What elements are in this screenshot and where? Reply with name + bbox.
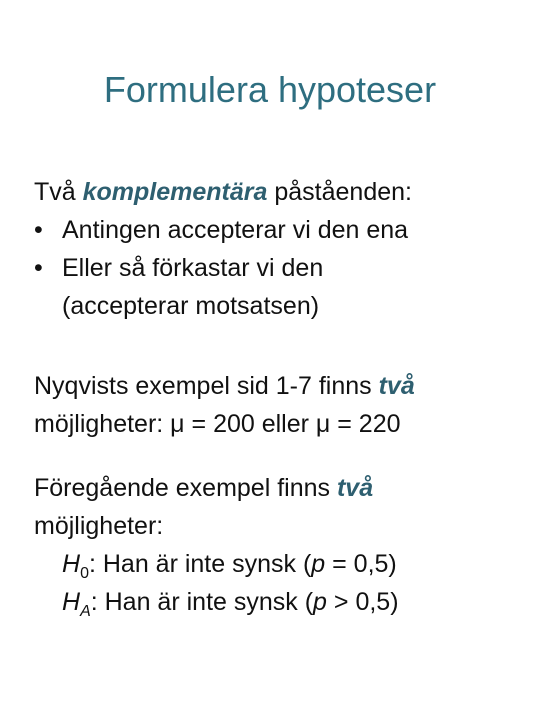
bullet-item-accept <box>34 211 514 249</box>
hypothesis-tail: = 0,5) <box>325 550 397 578</box>
previous-text-a: Föregående exempel finns <box>34 474 337 502</box>
nyqvist-line-1 <box>34 367 514 405</box>
nyqvist-line-2: möjligheter: μ = 200 eller μ = 220 <box>34 410 401 438</box>
previous-line-1 <box>34 469 514 507</box>
bullet-item-reject <box>34 249 514 287</box>
emphasis-tva: två <box>336 474 374 502</box>
previous-example-paragraph <box>34 469 514 621</box>
hypothesis-subscript: 0 <box>80 565 89 582</box>
bullet-item-label: Antingen accepterar vi den ena <box>62 216 409 244</box>
hypothesis-text: : Han är inte synsk ( <box>88 550 312 578</box>
bullet-item-label: Eller så förkastar vi den <box>62 254 324 282</box>
hypothesis-text: : Han är inte synsk ( <box>90 588 314 616</box>
emphasis-tva: två <box>378 372 415 400</box>
emphasis-komplementara: komplementära <box>82 178 268 206</box>
hypothesis-h0 <box>34 545 514 583</box>
lead-text-b: påståenden: <box>267 178 412 206</box>
hypothesis-ha <box>34 583 514 621</box>
parameter-p: p <box>311 550 326 578</box>
hypothesis-symbol: H <box>62 550 81 578</box>
bullet-continuation: (accepterar motsatsen) <box>62 292 320 320</box>
parameter-p: p <box>313 588 327 616</box>
hypothesis-tail: > 0,5) <box>326 588 399 616</box>
nyqvist-text-a: Nyqvists exempel sid 1-7 finns <box>34 372 379 400</box>
bullet-icon: • <box>34 216 43 244</box>
nyqvist-example-paragraph <box>34 367 514 443</box>
hypothesis-symbol: H <box>62 588 81 616</box>
lead-text-a: Två <box>34 178 83 206</box>
bullet-icon: • <box>34 254 43 282</box>
hypothesis-subscript: A <box>80 603 91 620</box>
complementary-statements-paragraph <box>34 173 514 325</box>
previous-line-2: möjligheter: <box>34 512 164 540</box>
statements-lead-line <box>34 173 514 211</box>
slide-title: Formulera hypoteser <box>103 69 437 110</box>
